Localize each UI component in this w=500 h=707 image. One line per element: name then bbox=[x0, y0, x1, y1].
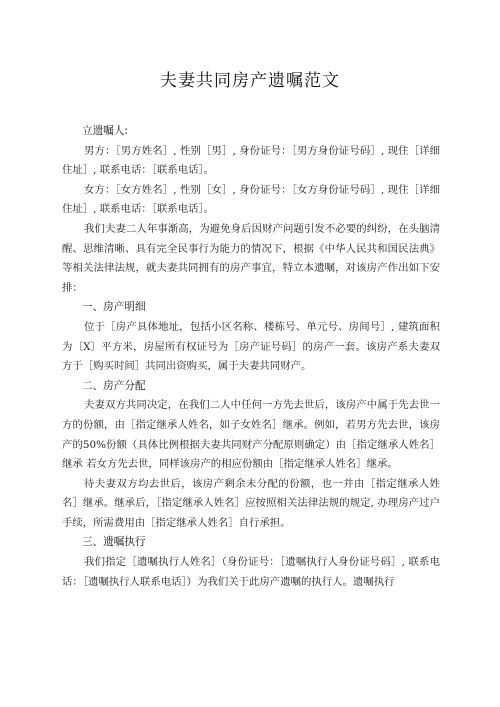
section-1-heading: 一、房产明细 bbox=[82, 301, 146, 314]
document-body bbox=[62, 122, 440, 592]
section-2-paragraph-2: 待夫妻双方均去世后，该房产剩余未分配的份额，也一并由［指定继承人姓名］继承。继承后，［指定继承人姓名］应按照相关法律法规的规定, 办理房产过户手续，所需费用由［指定继承人姓名］自行承担。 bbox=[62, 477, 440, 529]
section-1-paragraph: 位于［房产具体地址，包括小区名称、楼栋号、单元号、房间号］, 建筑面积为〔X〕平方米，房屋所有权证号为［房产证号码］的房产一套。该房产系夫妻双方于［购买时间］共同出资购买，属于夫妻共同财产。 bbox=[62, 320, 440, 373]
testator-heading: 立遗嘱人: bbox=[82, 125, 128, 137]
section-2-paragraph-1: 夫妻双方共同决定，在我们二人中任何一方先去世后，该房产中属于先去世一方的份额，由［指定继承人姓名，如子女姓名］继承。例如，若男方先去世，该房产的50%份额（具体比例根据夫妻共同财产分配原则确定）由［指定继承人姓名］继承 若女方先去世，同样该房产的相应份额由［指定继承人姓名］继承。 bbox=[62, 399, 440, 471]
wife-paragraph: 女方：［女方姓名］, 性别［女］, 身份证号：［女方身份证号码］, 现住［详细住址］, 联系电话：［联系电话］。 bbox=[62, 183, 440, 216]
section-2-heading: 二、房产分配 bbox=[82, 379, 146, 392]
intro-paragraph: 我们夫妻二人年事渐高，为避免身后因财产问题引发不必要的纠纷，在头脑清醒、思维清晰、具有完全民事行为能力的情况下，根据《中华人民共和国民法典》等相关法律法规，就夫妻共同拥有的房产事宜，特立本遗嘱，对该房产作出如下安排： bbox=[62, 222, 440, 294]
husband-paragraph: 男方：［男方姓名］, 性别［男］, 身份证号：［男方身份证号码］, 现住［详细住址］, 联系电话：［联系电话］。 bbox=[62, 144, 440, 177]
section-3-heading: 三、遗嘱执行 bbox=[82, 536, 146, 549]
document-title: 夫妻共同房产遗嘱范文 bbox=[160, 71, 340, 91]
section-3-paragraph: 我们指定［遗嘱执行人姓名］（身份证号：［遗嘱执行人身份证号码］, 联系电话：［遗嘱执行人联系电话］）为我们关于此房产遗嘱的执行人。遗嘱执行 bbox=[62, 556, 440, 588]
